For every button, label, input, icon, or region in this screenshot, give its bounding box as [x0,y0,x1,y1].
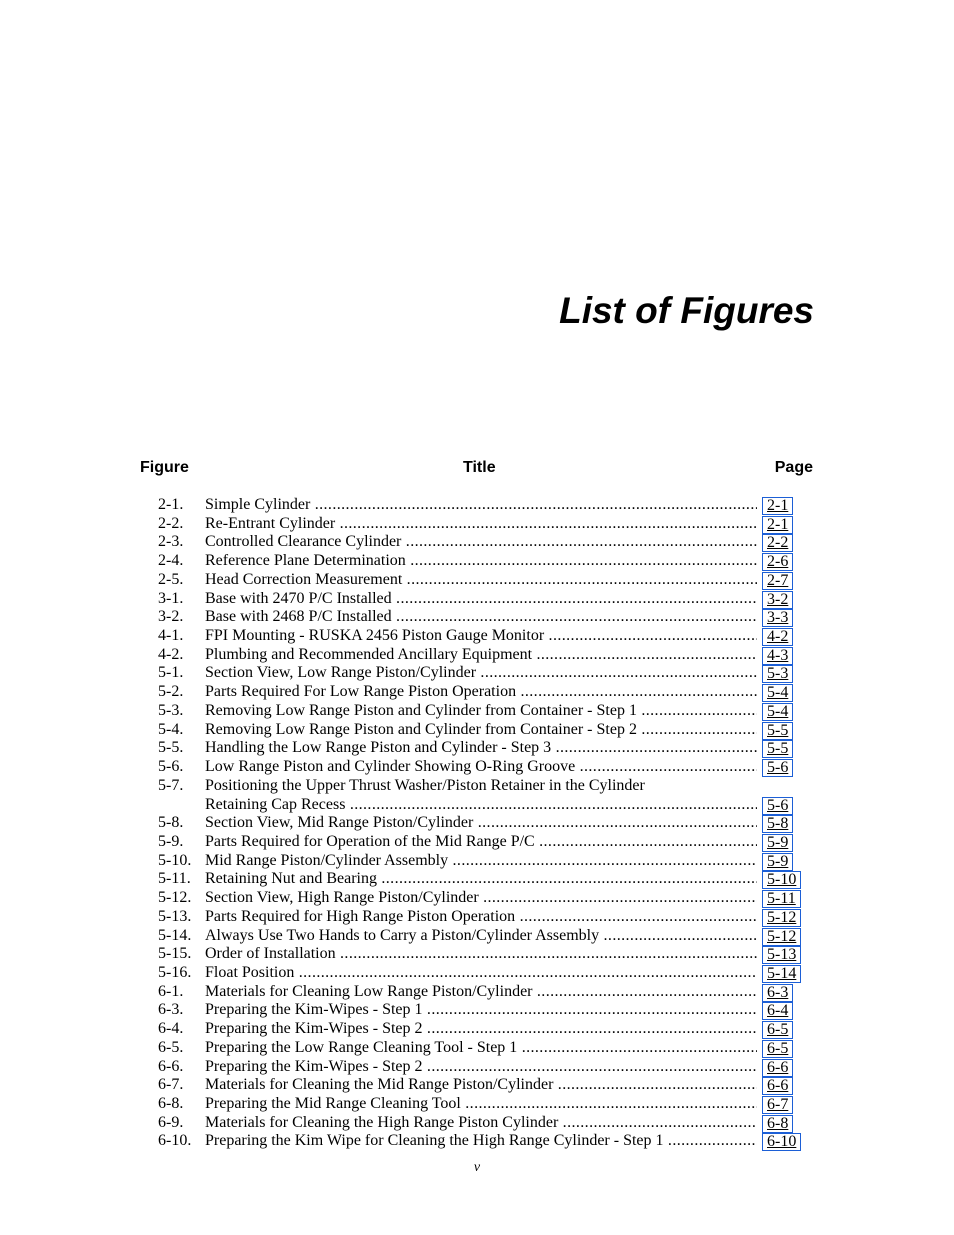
figure-entry [0,945,954,964]
figure-title: Preparing the Low Range Cleaning Tool - Step 1 [205,1038,518,1056]
figure-title-line [205,721,757,740]
figure-entry-line [0,664,954,683]
figure-number: 2-3. [158,533,184,551]
figure-number: 5-15. [158,945,192,963]
page-link[interactable]: 2-1 [762,516,793,534]
figure-title: Head Correction Measurement [205,570,403,588]
figure-entry-line [0,1020,954,1039]
page-link[interactable]: 6-5 [762,1021,793,1039]
page-link[interactable]: 2-2 [762,534,793,552]
figure-number: 5-9. [158,832,184,850]
figure-title: Base with 2470 P/C Installed [205,589,392,607]
figure-entry-line [0,1058,954,1077]
figure-entry-line [0,870,954,889]
figure-entry-line [0,814,954,833]
figure-title-line [205,852,757,871]
figure-entry [0,721,954,740]
figure-number: 3-2. [158,608,184,626]
figure-title: Preparing the Kim-Wipes - Step 2 [205,1020,423,1038]
figure-entry [0,1132,954,1151]
figure-entry [0,1058,954,1077]
figure-title: Float Position [205,963,295,981]
page-link[interactable]: 5-14 [762,965,801,983]
figure-title: Removing Low Range Piston and Cylinder from Container - Step 1 [205,701,637,719]
figure-entry [0,1095,954,1114]
figure-entry-line [0,1114,954,1133]
figure-title: Preparing the Kim-Wipes - Step 2 [205,1057,423,1075]
figure-title-line [205,646,757,665]
figure-number: 6-5. [158,1038,184,1056]
figure-entry-line [0,1001,954,1020]
figure-title: Order of Installation [205,945,336,963]
figure-number: 2-2. [158,514,184,532]
page-link[interactable]: 6-7 [762,1096,793,1114]
page-link[interactable]: 5-12 [762,909,801,927]
page-link[interactable]: 5-5 [762,740,793,758]
figure-entry-line [0,1076,954,1095]
figure-title-line [205,1076,757,1095]
figure-title-line [205,496,757,515]
figure-number: 5-4. [158,720,184,738]
figure-number: 5-14. [158,926,192,944]
figure-title: Low Range Piston and Cylinder Showing O-Ring Groove [205,758,576,776]
figure-entry [0,1039,954,1058]
figure-title: Section View, High Range Piston/Cylinder [205,889,479,907]
figure-number: 5-13. [158,907,192,925]
figure-title-line [205,552,757,571]
figure-entry-line [0,964,954,983]
figure-title-line [205,1001,757,1020]
figure-title: Retaining Cap Recess [205,795,346,813]
figure-number: 6-7. [158,1076,184,1094]
column-header-figure: Figure [140,459,189,476]
figure-entry [0,515,954,534]
figure-title: FPI Mounting - RUSKA 2456 Piston Gauge Monitor [205,627,545,645]
page-link[interactable]: 5-9 [762,834,793,852]
figure-entry-line [0,945,954,964]
figure-title-line [205,1132,757,1151]
page-link[interactable]: 6-8 [762,1115,793,1133]
figure-entry [0,833,954,852]
figure-entry-line [0,627,954,646]
page-link[interactable]: 5-11 [762,890,801,908]
figure-title-line [205,983,757,1002]
figure-title-line [205,515,757,534]
page-link[interactable]: 5-12 [762,928,801,946]
figure-title-line [205,833,757,852]
figure-entry [0,870,954,889]
figure-title-line [205,590,757,609]
figure-entry [0,814,954,833]
figure-title-line [205,889,757,908]
figure-title: Preparing the Kim Wipe for Cleaning the High Range Cylinder - Step 1 [205,1132,664,1150]
figure-title-line [205,1020,757,1039]
figure-title: Handling the Low Range Piston and Cylinder - Step 3 [205,739,552,757]
page-link[interactable]: 6-6 [762,1077,793,1095]
page-link[interactable]: 3-3 [762,609,793,627]
figure-entry [0,664,954,683]
page-link[interactable]: 4-3 [762,647,793,665]
figure-entry-line [0,852,954,871]
column-header-title: Title [463,459,496,476]
page-link[interactable]: 6-3 [762,984,793,1002]
figure-entry-line [0,590,954,609]
figure-entry-line [0,552,954,571]
figure-number: 4-1. [158,627,184,645]
page-link[interactable]: 5-4 [762,703,793,721]
figure-title: Materials for Cleaning the Mid Range Piston/Cylinder [205,1076,554,1094]
figure-title: Reference Plane Determination [205,552,406,570]
figure-entry [0,646,954,665]
figure-title-line [205,664,757,683]
figure-number: 5-5. [158,739,184,757]
figure-entry [0,1076,954,1095]
figure-title-line [205,702,757,721]
figure-title: Controlled Clearance Cylinder [205,533,402,551]
figure-title-line [205,796,757,815]
figure-number: 5-3. [158,701,184,719]
figure-entry-line [0,702,954,721]
figure-number: 5-12. [158,889,192,907]
figure-entry-line [0,496,954,515]
figure-entry [0,758,954,777]
figure-number: 5-1. [158,664,184,682]
page-link[interactable]: 2-6 [762,553,793,571]
figure-number: 2-4. [158,552,184,570]
figure-entry [0,908,954,927]
figure-entry [0,496,954,515]
figure-title-line [205,683,757,702]
figure-entry [0,739,954,758]
figure-number: 5-7. [158,776,184,794]
figure-title: Mid Range Piston/Cylinder Assembly [205,851,449,869]
column-header-page: Page [774,459,813,476]
page-link[interactable]: 5-8 [762,815,793,833]
figure-title: Parts Required For Low Range Piston Operation [205,683,517,701]
figure-number: 3-1. [158,589,184,607]
figure-entry [0,702,954,721]
figure-title-line [205,945,757,964]
figure-entry-line [0,721,954,740]
figure-number: 2-1. [158,496,184,513]
figure-entry-line [0,533,954,552]
figure-title: Materials for Cleaning the High Range Piston Cylinder [205,1113,559,1131]
figure-title-line [205,870,757,889]
figure-number: 6-4. [158,1020,184,1038]
figure-number: 2-5. [158,570,184,588]
figure-entry [0,608,954,627]
figure-entry-line [0,927,954,946]
figure-entry-line [0,646,954,665]
figure-title: Preparing the Mid Range Cleaning Tool [205,1095,461,1112]
figure-number: 6-10. [158,1132,192,1150]
figure-entry [0,683,954,702]
figure-entry [0,1001,954,1020]
figure-title: Preparing the Kim-Wipes - Step 1 [205,1001,423,1019]
figure-title-line [205,758,757,777]
page-link[interactable]: 2-7 [762,572,793,590]
page-link[interactable]: 5-13 [762,946,801,964]
figure-entry-line [0,983,954,1002]
page-link[interactable]: 3-2 [762,591,793,609]
figure-entry [0,571,954,590]
figure-entry [0,852,954,871]
figure-number: 6-1. [158,982,184,1000]
page-link[interactable]: 5-3 [762,665,793,683]
figure-entry [0,590,954,609]
figure-title: Simple Cylinder [205,496,311,513]
figure-title: Always Use Two Hands to Carry a Piston/Cylinder Assembly [205,926,600,944]
figure-title-line [205,533,757,552]
figure-entry-line [0,515,954,534]
page-link[interactable]: 6-10 [762,1133,801,1151]
figure-title-line [205,814,757,833]
page-link[interactable]: 6-4 [762,1002,793,1020]
page-link[interactable]: 5-6 [762,797,793,815]
figure-title-line [205,739,757,758]
figure-title-line [205,627,757,646]
figure-title: Removing Low Range Piston and Cylinder from Container - Step 2 [205,720,637,738]
figure-entry-line [0,833,954,852]
figure-title-line [205,777,757,796]
figure-list [0,496,954,1151]
page-link[interactable]: 5-4 [762,684,793,702]
figure-entry [0,983,954,1002]
figure-entry-line [0,1039,954,1058]
page-title: List of Figures [559,290,814,331]
figure-entry-line [0,758,954,777]
footer-page-number: v [473,1160,481,1175]
figure-number: 5-10. [158,851,192,869]
figure-entry-line [0,739,954,758]
page-link[interactable]: 5-9 [762,853,793,871]
figure-title: Section View, Low Range Piston/Cylinder [205,664,477,682]
figure-title-line [205,608,757,627]
figure-entry-line [0,908,954,927]
figure-title-line [205,927,757,946]
figure-title: Positioning the Upper Thrust Washer/Piston Retainer in the Cylinder [205,776,645,794]
figure-number: 5-2. [158,683,184,701]
figure-title-line [205,1039,757,1058]
figure-title: Re-Entrant Cylinder [205,514,336,532]
page-link[interactable]: 5-10 [762,871,801,889]
figure-number: 6-9. [158,1113,184,1131]
figure-title: Parts Required for High Range Piston Operation [205,907,516,925]
figure-number: 4-2. [158,645,184,663]
figure-number: 6-8. [158,1095,184,1112]
figure-title: Section View, Mid Range Piston/Cylinder [205,814,474,832]
figure-title: Materials for Cleaning Low Range Piston/Cylinder [205,982,533,1000]
figure-number: 5-8. [158,814,184,832]
figure-title-line [205,1114,757,1133]
figure-title-line [205,908,757,927]
figure-title: Base with 2468 P/C Installed [205,608,392,626]
figure-entry-line [0,683,954,702]
figure-title: Plumbing and Recommended Ancillary Equipment [205,645,533,663]
page-link[interactable]: 5-6 [762,759,793,777]
figure-title-line [205,571,757,590]
figure-entry-line [0,889,954,908]
figure-entry [0,889,954,908]
figure-entry-line [0,777,954,796]
figure-title: Parts Required for Operation of the Mid Range P/C [205,832,535,850]
figure-entry [0,1114,954,1133]
figure-entry [0,552,954,571]
figure-number: 5-6. [158,758,184,776]
figure-entry-line [0,1132,954,1151]
figure-entry [0,777,954,814]
page-link[interactable]: 6-5 [762,1040,793,1058]
figure-entry-line [0,796,954,815]
page-link[interactable]: 6-6 [762,1059,793,1077]
figure-number: 6-6. [158,1057,184,1075]
figure-entry-line [0,1095,954,1114]
figure-entry [0,927,954,946]
figure-entry [0,1020,954,1039]
figure-entry [0,533,954,552]
figure-entry-line [0,608,954,627]
figure-title-line [205,1058,757,1077]
figure-entry [0,964,954,983]
page-link[interactable]: 5-5 [762,722,793,740]
figure-number: 6-3. [158,1001,184,1019]
figure-title: Retaining Nut and Bearing [205,870,377,888]
figure-number: 5-16. [158,963,192,981]
figure-number: 5-11. [158,870,191,888]
figure-entry [0,627,954,646]
page-link[interactable]: 2-1 [762,497,793,515]
page-link[interactable]: 4-2 [762,628,793,646]
figure-title-line [205,1095,757,1114]
figure-entry-line [0,571,954,590]
figure-title-line [205,964,757,983]
